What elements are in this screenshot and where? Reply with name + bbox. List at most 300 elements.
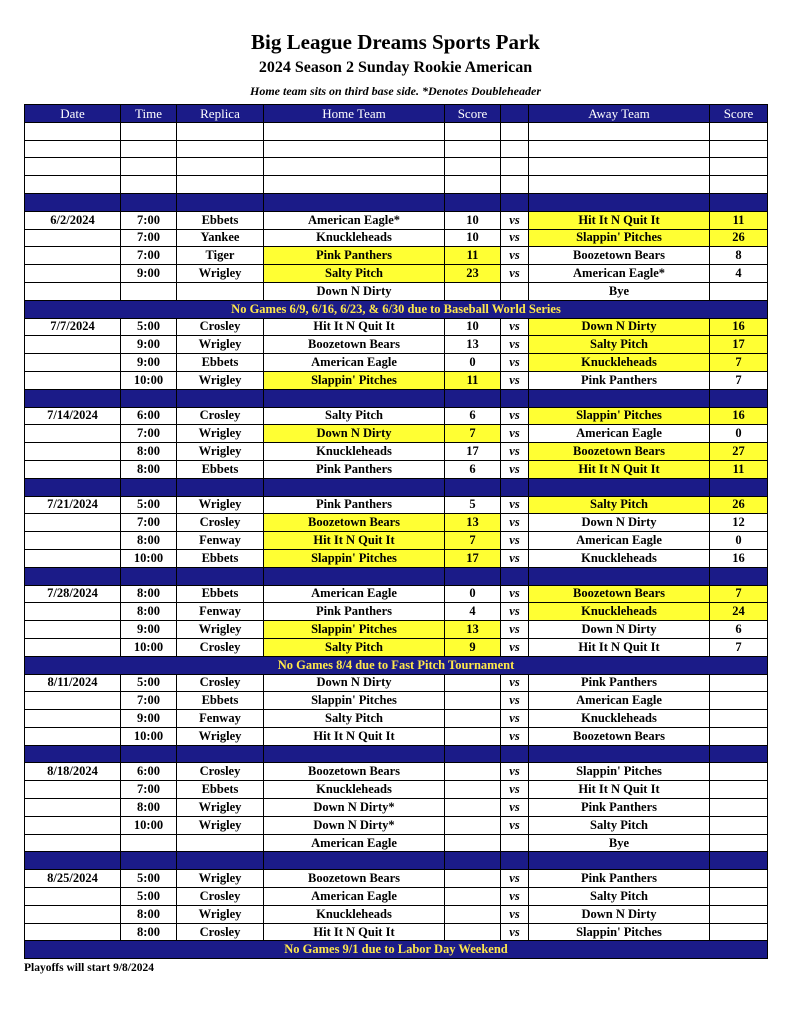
schedule-note: Home team sits on third base side. *Denotes Doubleheader: [250, 84, 541, 98]
cell-vs: [501, 478, 529, 496]
separator-row: [25, 745, 768, 763]
cell-away-team: Down N Dirty: [529, 514, 710, 532]
cell-replica: Crosley: [177, 407, 264, 425]
cell-away-score: 7: [710, 371, 768, 389]
cell-home-score: [445, 389, 501, 407]
cell-away-score: 4: [710, 265, 768, 283]
cell-replica: Wrigley: [177, 799, 264, 817]
cell-date: [25, 478, 121, 496]
cell-time: [121, 176, 177, 194]
cell-vs: vs: [501, 354, 529, 372]
game-row: [25, 265, 768, 283]
game-row: [25, 514, 768, 532]
cell-home-team: Boozetown Bears: [264, 336, 445, 354]
cell-replica: Crosley: [177, 763, 264, 781]
cell-away-score: [710, 567, 768, 585]
cell-vs: vs: [501, 318, 529, 336]
cell-vs: vs: [501, 621, 529, 639]
cell-vs: vs: [501, 229, 529, 247]
cell-date: [25, 140, 121, 158]
cell-replica: Tiger: [177, 247, 264, 265]
cell-date: [25, 354, 121, 372]
cell-away-team: Salty Pitch: [529, 336, 710, 354]
cell-date: 7/28/2024: [25, 585, 121, 603]
cell-date: [25, 799, 121, 817]
game-row: [25, 816, 768, 834]
cell-vs: vs: [501, 674, 529, 692]
cell-home-team: [264, 158, 445, 176]
cell-away-team: Hit It N Quit It: [529, 211, 710, 229]
col-header-date: Date: [25, 105, 121, 123]
cell-away-team: Bye: [529, 834, 710, 852]
notice-text: No Games 9/1 due to Labor Day Weekend: [25, 941, 768, 959]
cell-away-team: Pink Panthers: [529, 371, 710, 389]
game-row: [25, 336, 768, 354]
cell-away-score: 11: [710, 211, 768, 229]
game-row: [25, 638, 768, 656]
cell-away-team: American Eagle: [529, 692, 710, 710]
blank-row: [25, 140, 768, 158]
cell-away-team: [529, 176, 710, 194]
cell-away-score: [710, 763, 768, 781]
cell-home-score: [445, 888, 501, 906]
cell-date: [25, 621, 121, 639]
cell-home-team: [264, 852, 445, 870]
cell-away-score: [710, 888, 768, 906]
cell-date: [25, 425, 121, 443]
cell-home-team: Pink Panthers: [264, 247, 445, 265]
cell-date: [25, 816, 121, 834]
cell-away-score: [710, 282, 768, 300]
cell-home-score: 9: [445, 638, 501, 656]
cell-date: [25, 888, 121, 906]
cell-vs: vs: [501, 371, 529, 389]
game-row: [25, 211, 768, 229]
cell-vs: [501, 567, 529, 585]
cell-home-score: [445, 158, 501, 176]
page-title: Big League Dreams Sports Park: [251, 30, 540, 54]
cell-time: 5:00: [121, 870, 177, 888]
cell-home-score: [445, 282, 501, 300]
cell-home-score: [445, 763, 501, 781]
cell-date: [25, 692, 121, 710]
cell-replica: Wrigley: [177, 443, 264, 461]
cell-home-team: [264, 745, 445, 763]
cell-replica: [177, 176, 264, 194]
cell-replica: Yankee: [177, 229, 264, 247]
cell-vs: vs: [501, 888, 529, 906]
cell-time: 7:00: [121, 692, 177, 710]
cell-home-team: Hit It N Quit It: [264, 727, 445, 745]
col-header-time: Time: [121, 105, 177, 123]
cell-home-team: Slappin' Pitches: [264, 621, 445, 639]
game-row: [25, 710, 768, 728]
cell-home-team: Down N Dirty*: [264, 799, 445, 817]
cell-away-score: 16: [710, 549, 768, 567]
cell-date: [25, 834, 121, 852]
cell-away-score: [710, 389, 768, 407]
cell-home-score: [445, 692, 501, 710]
cell-away-score: [710, 870, 768, 888]
cell-time: 8:00: [121, 460, 177, 478]
cell-date: [25, 852, 121, 870]
cell-away-score: [710, 852, 768, 870]
cell-away-team: Down N Dirty: [529, 621, 710, 639]
cell-time: 10:00: [121, 638, 177, 656]
cell-home-team: American Eagle: [264, 585, 445, 603]
cell-replica: [177, 158, 264, 176]
game-row: [25, 532, 768, 550]
cell-time: [121, 852, 177, 870]
cell-home-score: 10: [445, 318, 501, 336]
cell-away-score: 7: [710, 638, 768, 656]
cell-home-score: [445, 745, 501, 763]
cell-time: 7:00: [121, 514, 177, 532]
cell-away-score: [710, 905, 768, 923]
cell-home-score: 17: [445, 443, 501, 461]
col-header-away-team: Away Team: [529, 105, 710, 123]
cell-home-score: 10: [445, 229, 501, 247]
cell-time: 9:00: [121, 710, 177, 728]
game-row: [25, 318, 768, 336]
blank-row: [25, 122, 768, 140]
cell-away-team: [529, 478, 710, 496]
cell-vs: [501, 834, 529, 852]
cell-date: [25, 193, 121, 211]
cell-time: 8:00: [121, 799, 177, 817]
cell-time: 7:00: [121, 247, 177, 265]
cell-home-team: [264, 122, 445, 140]
schedule-table: [24, 104, 768, 959]
cell-home-score: [445, 816, 501, 834]
cell-date: [25, 282, 121, 300]
cell-replica: Wrigley: [177, 905, 264, 923]
cell-time: [121, 158, 177, 176]
cell-away-team: Salty Pitch: [529, 816, 710, 834]
game-row: [25, 888, 768, 906]
cell-replica: [177, 567, 264, 585]
cell-date: 8/11/2024: [25, 674, 121, 692]
game-row: [25, 496, 768, 514]
cell-date: [25, 567, 121, 585]
cell-home-team: [264, 567, 445, 585]
cell-replica: [177, 282, 264, 300]
cell-date: [25, 514, 121, 532]
cell-replica: Wrigley: [177, 371, 264, 389]
cell-away-score: 7: [710, 354, 768, 372]
cell-date: [25, 923, 121, 941]
cell-home-score: [445, 478, 501, 496]
cell-away-team: [529, 567, 710, 585]
cell-home-score: [445, 176, 501, 194]
cell-replica: Ebbets: [177, 460, 264, 478]
cell-time: 5:00: [121, 496, 177, 514]
cell-time: 10:00: [121, 371, 177, 389]
col-header-replica: Replica: [177, 105, 264, 123]
cell-date: 8/25/2024: [25, 870, 121, 888]
cell-away-score: 7: [710, 585, 768, 603]
cell-time: 8:00: [121, 905, 177, 923]
cell-vs: [501, 193, 529, 211]
cell-home-score: 4: [445, 603, 501, 621]
cell-time: 8:00: [121, 603, 177, 621]
cell-vs: vs: [501, 781, 529, 799]
cell-away-team: American Eagle*: [529, 265, 710, 283]
cell-home-score: [445, 923, 501, 941]
cell-vs: vs: [501, 923, 529, 941]
cell-replica: Crosley: [177, 318, 264, 336]
cell-home-team: Knuckleheads: [264, 229, 445, 247]
cell-away-score: [710, 781, 768, 799]
notice-row: [25, 656, 768, 674]
cell-away-team: Knuckleheads: [529, 710, 710, 728]
cell-home-team: [264, 389, 445, 407]
cell-date: [25, 710, 121, 728]
cell-home-score: 13: [445, 621, 501, 639]
cell-date: 6/2/2024: [25, 211, 121, 229]
cell-away-team: Slappin' Pitches: [529, 229, 710, 247]
cell-home-team: Down N Dirty: [264, 674, 445, 692]
cell-time: 6:00: [121, 407, 177, 425]
cell-replica: Ebbets: [177, 585, 264, 603]
cell-away-team: Salty Pitch: [529, 496, 710, 514]
cell-replica: Crosley: [177, 674, 264, 692]
cell-home-team: American Eagle: [264, 834, 445, 852]
page-subtitle: 2024 Season 2 Sunday Rookie American: [258, 59, 533, 76]
cell-home-team: [264, 478, 445, 496]
cell-away-team: Boozetown Bears: [529, 443, 710, 461]
cell-away-team: Knuckleheads: [529, 354, 710, 372]
game-row: [25, 354, 768, 372]
cell-time: 10:00: [121, 549, 177, 567]
cell-home-team: Boozetown Bears: [264, 870, 445, 888]
cell-replica: [177, 140, 264, 158]
cell-date: 7/7/2024: [25, 318, 121, 336]
cell-time: 10:00: [121, 727, 177, 745]
cell-away-team: Slappin' Pitches: [529, 763, 710, 781]
cell-away-score: 26: [710, 229, 768, 247]
cell-time: 9:00: [121, 265, 177, 283]
cell-time: 6:00: [121, 763, 177, 781]
cell-time: 9:00: [121, 354, 177, 372]
cell-vs: vs: [501, 692, 529, 710]
cell-replica: Crosley: [177, 923, 264, 941]
cell-vs: vs: [501, 336, 529, 354]
cell-home-team: [264, 176, 445, 194]
cell-away-score: 0: [710, 425, 768, 443]
cell-home-score: [445, 567, 501, 585]
cell-away-team: Hit It N Quit It: [529, 460, 710, 478]
cell-vs: vs: [501, 549, 529, 567]
cell-time: 7:00: [121, 211, 177, 229]
cell-home-score: [445, 799, 501, 817]
cell-replica: [177, 852, 264, 870]
cell-time: [121, 193, 177, 211]
cell-date: [25, 532, 121, 550]
cell-away-score: 11: [710, 460, 768, 478]
cell-date: [25, 158, 121, 176]
cell-home-score: 7: [445, 425, 501, 443]
game-row: [25, 247, 768, 265]
cell-away-team: Hit It N Quit It: [529, 638, 710, 656]
cell-replica: [177, 122, 264, 140]
cell-vs: [501, 852, 529, 870]
cell-vs: [501, 282, 529, 300]
cell-away-score: [710, 692, 768, 710]
separator-row: [25, 389, 768, 407]
cell-replica: Fenway: [177, 532, 264, 550]
cell-date: [25, 727, 121, 745]
cell-home-team: Slappin' Pitches: [264, 549, 445, 567]
cell-home-score: [445, 781, 501, 799]
cell-replica: Ebbets: [177, 354, 264, 372]
cell-home-score: 13: [445, 336, 501, 354]
cell-away-score: 27: [710, 443, 768, 461]
notice-text: No Games 6/9, 6/16, 6/23, & 6/30 due to Baseball World Series: [25, 300, 768, 318]
col-header-home-score: Score: [445, 105, 501, 123]
cell-home-score: [445, 674, 501, 692]
game-row: [25, 425, 768, 443]
cell-away-team: [529, 745, 710, 763]
cell-time: [121, 389, 177, 407]
cell-home-team: Down N Dirty: [264, 282, 445, 300]
cell-home-team: [264, 193, 445, 211]
cell-home-team: Boozetown Bears: [264, 763, 445, 781]
cell-date: [25, 229, 121, 247]
cell-replica: Wrigley: [177, 816, 264, 834]
cell-replica: [177, 389, 264, 407]
cell-vs: [501, 176, 529, 194]
cell-time: [121, 478, 177, 496]
cell-vs: [501, 122, 529, 140]
cell-vs: vs: [501, 727, 529, 745]
cell-date: [25, 549, 121, 567]
cell-away-score: 8: [710, 247, 768, 265]
cell-vs: vs: [501, 905, 529, 923]
cell-replica: Wrigley: [177, 621, 264, 639]
cell-home-team: Hit It N Quit It: [264, 318, 445, 336]
cell-vs: [501, 389, 529, 407]
header-row: [25, 105, 768, 123]
cell-replica: Wrigley: [177, 496, 264, 514]
game-row: [25, 870, 768, 888]
cell-date: [25, 603, 121, 621]
cell-time: 8:00: [121, 443, 177, 461]
cell-home-score: [445, 710, 501, 728]
cell-away-score: [710, 122, 768, 140]
game-row: [25, 799, 768, 817]
cell-home-team: Down N Dirty*: [264, 816, 445, 834]
game-row: [25, 621, 768, 639]
cell-date: [25, 371, 121, 389]
cell-away-team: Down N Dirty: [529, 905, 710, 923]
cell-date: [25, 443, 121, 461]
game-row: [25, 460, 768, 478]
game-row: [25, 923, 768, 941]
cell-time: 8:00: [121, 585, 177, 603]
cell-home-score: [445, 122, 501, 140]
game-row: [25, 585, 768, 603]
cell-replica: Crosley: [177, 638, 264, 656]
cell-home-team: American Eagle*: [264, 211, 445, 229]
cell-vs: vs: [501, 710, 529, 728]
cell-away-team: [529, 852, 710, 870]
cell-away-team: Knuckleheads: [529, 549, 710, 567]
cell-home-score: 7: [445, 532, 501, 550]
cell-replica: Wrigley: [177, 336, 264, 354]
cell-time: 7:00: [121, 781, 177, 799]
cell-away-score: 16: [710, 407, 768, 425]
cell-vs: vs: [501, 763, 529, 781]
cell-home-score: 6: [445, 460, 501, 478]
cell-vs: vs: [501, 585, 529, 603]
cell-date: 8/18/2024: [25, 763, 121, 781]
cell-home-score: [445, 905, 501, 923]
cell-time: 9:00: [121, 621, 177, 639]
cell-replica: [177, 834, 264, 852]
cell-date: [25, 781, 121, 799]
cell-vs: vs: [501, 211, 529, 229]
cell-away-score: [710, 158, 768, 176]
game-row: [25, 407, 768, 425]
cell-away-score: [710, 923, 768, 941]
game-row: [25, 371, 768, 389]
cell-vs: vs: [501, 407, 529, 425]
cell-home-score: [445, 834, 501, 852]
cell-date: [25, 336, 121, 354]
cell-vs: vs: [501, 443, 529, 461]
cell-home-team: Salty Pitch: [264, 710, 445, 728]
notice-row: [25, 941, 768, 959]
cell-away-score: [710, 193, 768, 211]
cell-date: [25, 265, 121, 283]
cell-time: 5:00: [121, 318, 177, 336]
cell-vs: vs: [501, 816, 529, 834]
separator-row: [25, 193, 768, 211]
cell-date: [25, 460, 121, 478]
cell-time: 8:00: [121, 532, 177, 550]
cell-away-team: Down N Dirty: [529, 318, 710, 336]
cell-time: 8:00: [121, 923, 177, 941]
game-row: [25, 603, 768, 621]
cell-home-team: Knuckleheads: [264, 781, 445, 799]
blank-row: [25, 176, 768, 194]
cell-away-team: [529, 389, 710, 407]
cell-vs: [501, 745, 529, 763]
separator-row: [25, 567, 768, 585]
cell-home-team: Salty Pitch: [264, 638, 445, 656]
cell-date: [25, 905, 121, 923]
cell-away-team: Hit It N Quit It: [529, 781, 710, 799]
cell-away-team: [529, 140, 710, 158]
cell-away-team: Knuckleheads: [529, 603, 710, 621]
cell-replica: Wrigley: [177, 727, 264, 745]
cell-home-score: 5: [445, 496, 501, 514]
cell-away-team: [529, 193, 710, 211]
cell-away-team: American Eagle: [529, 532, 710, 550]
cell-vs: [501, 140, 529, 158]
cell-vs: vs: [501, 265, 529, 283]
cell-time: 7:00: [121, 229, 177, 247]
cell-home-team: Knuckleheads: [264, 443, 445, 461]
cell-home-score: 13: [445, 514, 501, 532]
cell-away-score: 16: [710, 318, 768, 336]
cell-vs: vs: [501, 799, 529, 817]
cell-vs: vs: [501, 532, 529, 550]
cell-away-score: [710, 176, 768, 194]
cell-time: [121, 567, 177, 585]
cell-time: 5:00: [121, 888, 177, 906]
